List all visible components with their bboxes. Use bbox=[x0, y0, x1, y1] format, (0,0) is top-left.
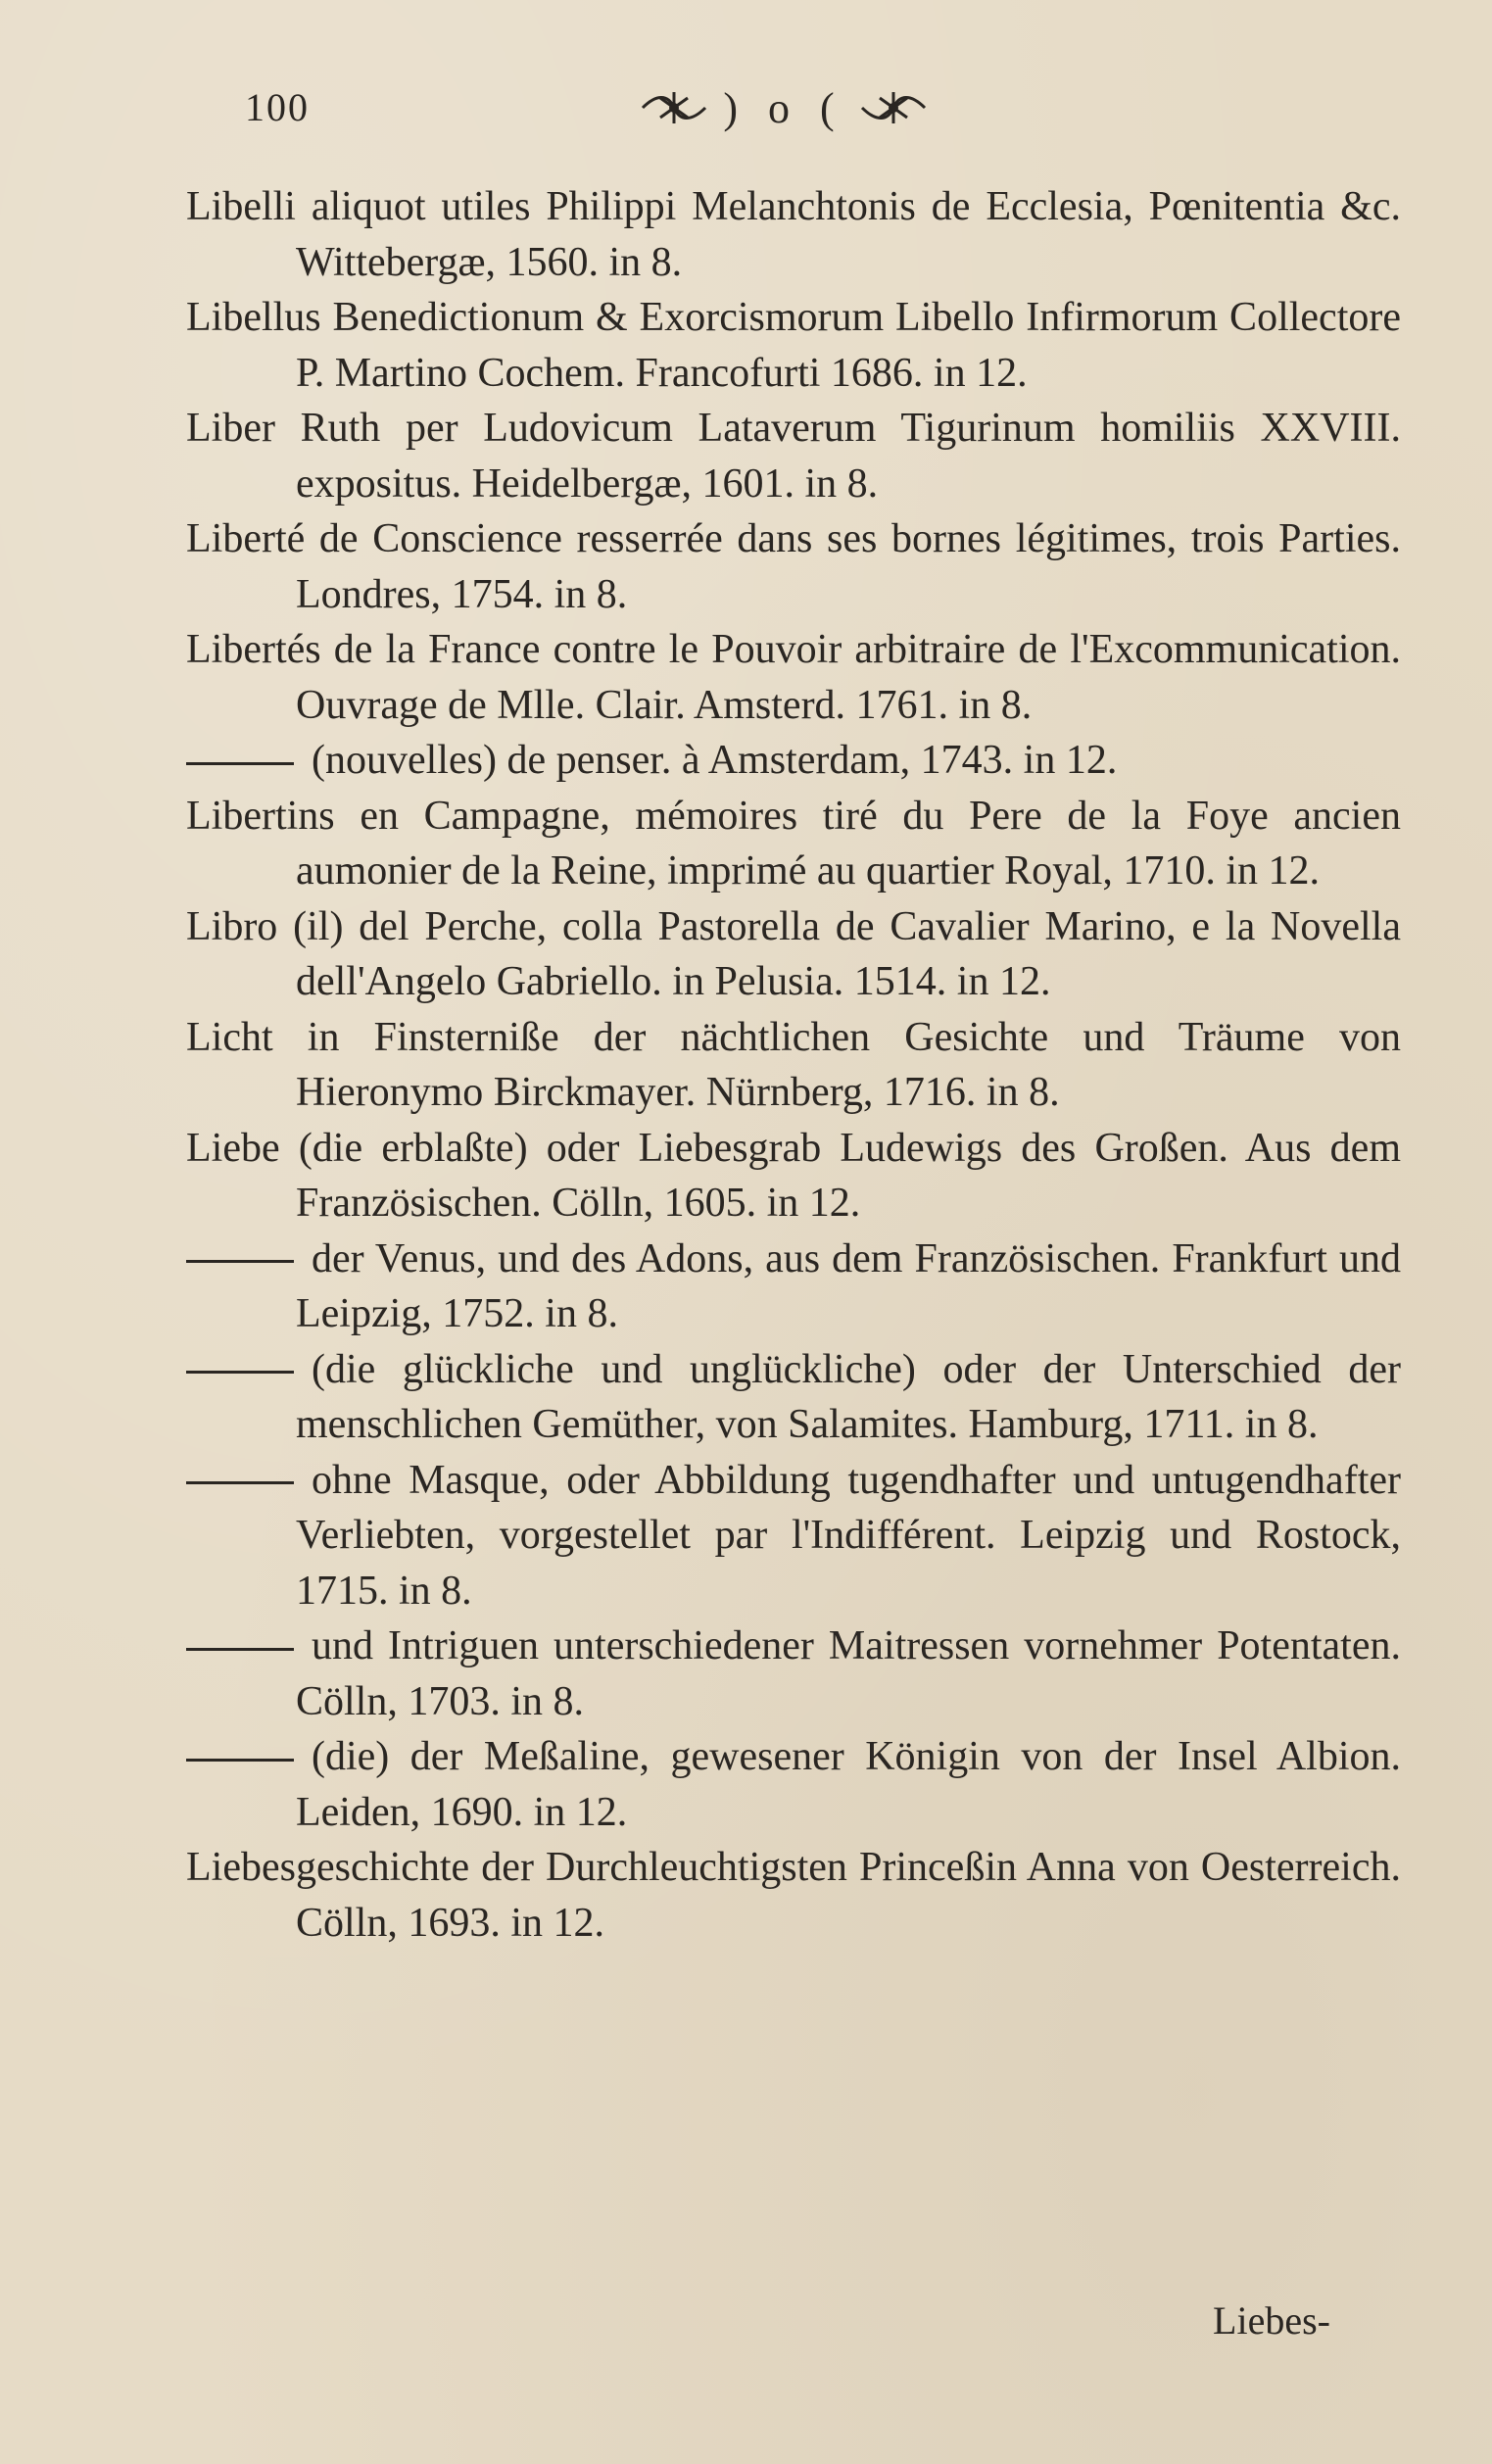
bibliography-entries bbox=[186, 179, 1401, 1951]
bibliography-entry bbox=[186, 1121, 1401, 1232]
entry-text: Libelli aliquot utiles Philippi Melanchtonis de Ecclesia, Pœnitentia &c. Wittebergæ, 1560. in 8. bbox=[186, 184, 1401, 285]
bibliography-entry bbox=[186, 789, 1401, 899]
entry-text: (nouvelles) de penser. à Amsterdam, 1743. in 12. bbox=[312, 738, 1118, 783]
entry-text: und Intriguen unterschiedener Maitressen vornehmer Potentaten. Cölln, 1703. in 8. bbox=[296, 1623, 1401, 1724]
bibliography-entry bbox=[186, 1342, 1401, 1453]
bibliography-entry bbox=[186, 179, 1401, 290]
bibliography-entry bbox=[186, 1840, 1401, 1951]
entry-text: Liebe (die erblaßte) oder Liebesgrab Ludewigs des Großen. Aus dem Französischen. Cölln, 1605. in 12. bbox=[186, 1125, 1401, 1226]
entry-text: Libellus Benedictionum & Exorcismorum Libello Infirmorum Collectore P. Martino Cochem. Francofurti 1686. in 12. bbox=[186, 295, 1401, 396]
entry-text: Libertés de la France contre le Pouvoir arbitraire de l'Excommunication. Ouvrage de Mlle. Clair. Amsterd. 1761. in 8. bbox=[186, 627, 1401, 728]
bibliography-entry bbox=[186, 899, 1401, 1010]
entry-text: ohne Masque, oder Abbildung tugendhafter und untugendhafter Verliebten, vorgestellet par l'Indifférent. Leipzig und Rostock, 1715. in 8. bbox=[296, 1457, 1401, 1614]
ditto-dash bbox=[186, 1759, 294, 1762]
ditto-dash bbox=[186, 1260, 294, 1263]
page-number: 100 bbox=[245, 85, 310, 129]
bibliography-entry bbox=[186, 1453, 1401, 1619]
entry-text: (die) der Meßaline, gewesener Königin von der Insel Albion. Leiden, 1690. in 12. bbox=[296, 1734, 1401, 1835]
entry-text: Liberté de Conscience resserrée dans ses bornes légitimes, trois Parties. Londres, 1754. in 8. bbox=[186, 516, 1401, 617]
entry-text: Liebesgeschichte der Durchleuchtigsten Princeßin Anna von Oesterreich. Cölln, 1693. in 12. bbox=[186, 1845, 1401, 1946]
header-ornament bbox=[578, 69, 989, 147]
entry-text: Libro (il) del Perche, colla Pastorella de Cavalier Marino, e la Novella dell'Angelo Gabriello. in Pelusia. 1514. in 12. bbox=[186, 903, 1401, 1004]
bibliography-entry bbox=[186, 511, 1401, 622]
bibliography-entry bbox=[186, 1729, 1401, 1840]
right-floral-vignette-icon bbox=[858, 88, 929, 127]
ditto-dash bbox=[186, 1648, 294, 1651]
running-header bbox=[0, 69, 1492, 147]
ditto-dash bbox=[186, 762, 294, 765]
entry-text: der Venus, und des Adons, aus dem Französischen. Frankfurt und Leipzig, 1752. in 8. bbox=[296, 1235, 1401, 1336]
ditto-dash bbox=[186, 1481, 294, 1484]
bibliography-entry bbox=[186, 290, 1401, 401]
bibliography-entry bbox=[186, 1232, 1401, 1342]
left-floral-vignette-icon bbox=[639, 88, 709, 127]
catchword: Liebes- bbox=[1213, 2298, 1330, 2343]
bibliography-entry bbox=[186, 622, 1401, 733]
ditto-dash bbox=[186, 1371, 294, 1374]
bibliography-entry bbox=[186, 401, 1401, 511]
bibliography-entry bbox=[186, 1619, 1401, 1729]
bibliography-entry bbox=[186, 733, 1401, 789]
entry-text: (die glückliche und unglückliche) oder der Unterschied der menschlichen Gemüther, von Salamites. Hamburg, 1711. in 8. bbox=[296, 1346, 1401, 1447]
ornament-text: ) o ( bbox=[723, 83, 844, 132]
entry-text: Libertins en Campagne, mémoires tiré du Pere de la Foye ancien aumonier de la Reine, imprimé au quartier Royal, 1710. in 12. bbox=[186, 793, 1401, 894]
bibliography-entry bbox=[186, 1010, 1401, 1121]
entry-text: Liber Ruth per Ludovicum Lataverum Tigurinum homiliis XXVIII. expositus. Heidelbergæ, 1601. in 8. bbox=[186, 406, 1401, 507]
entry-text: Licht in Finsterniße der nächtlichen Gesichte und Träume von Hieronymo Birckmayer. Nürnberg, 1716. in 8. bbox=[186, 1014, 1401, 1115]
